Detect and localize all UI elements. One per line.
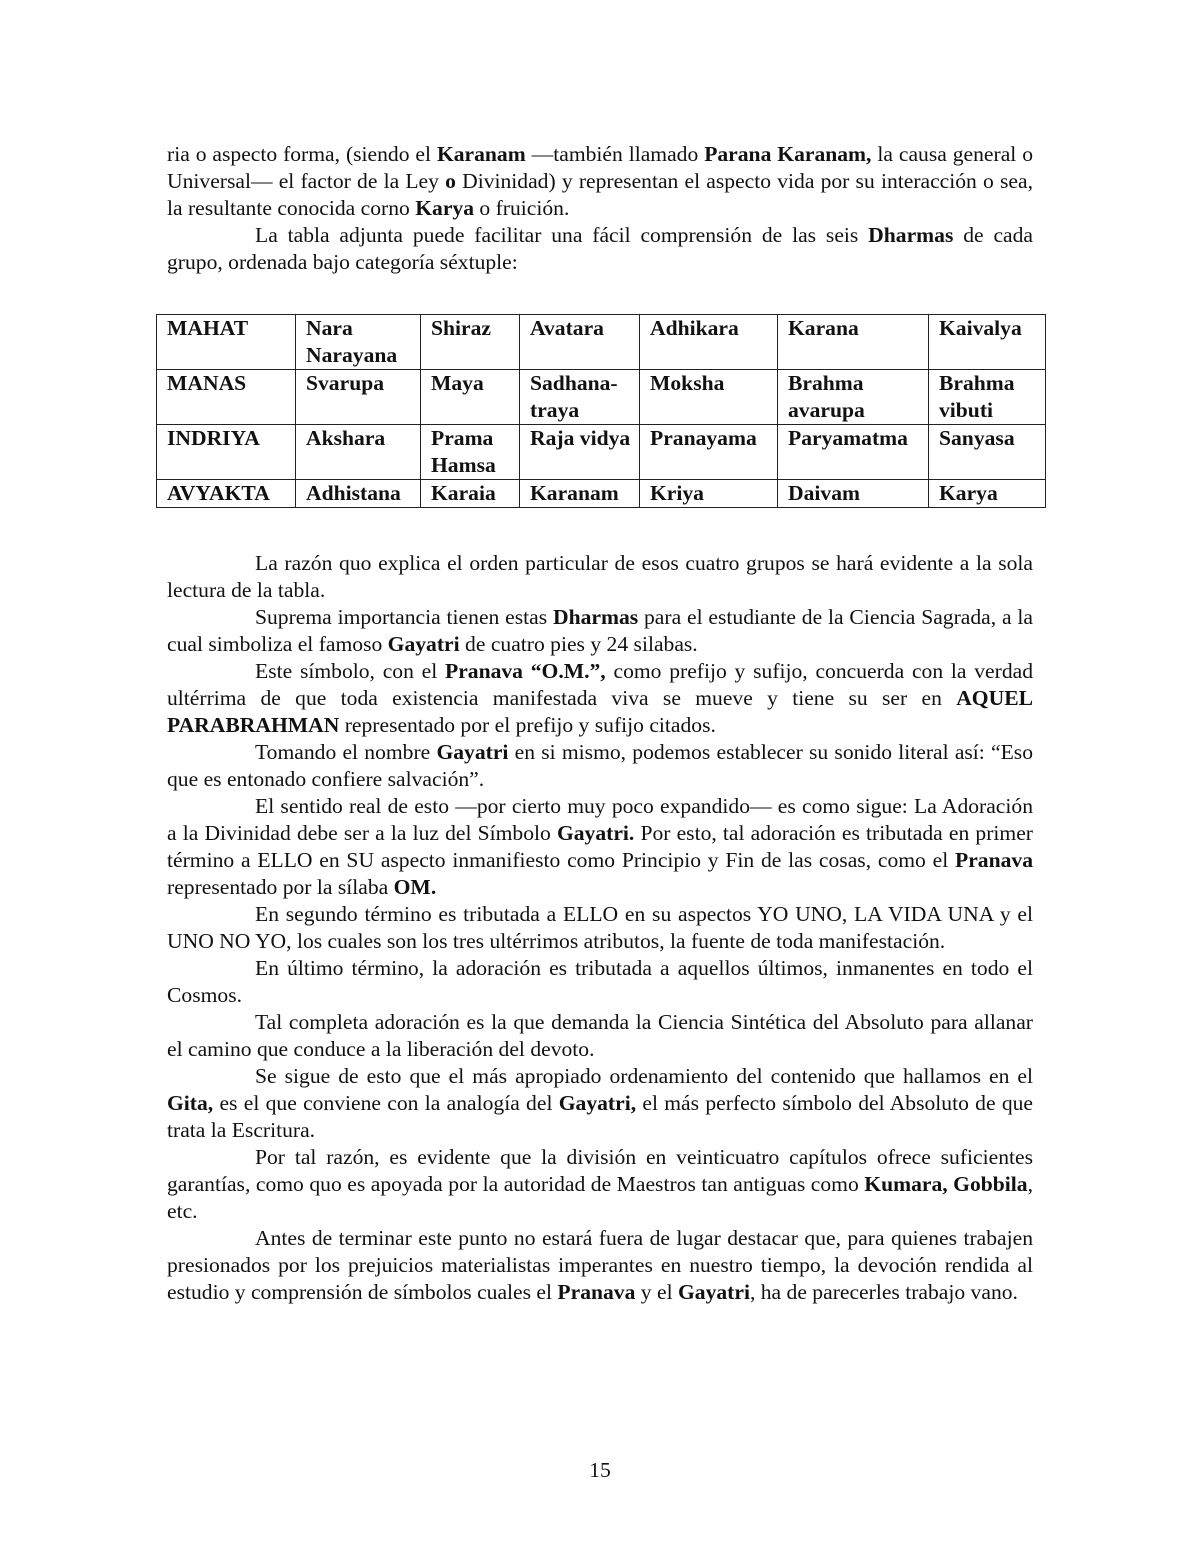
table-cell: Shiraz <box>421 315 520 370</box>
table-row <box>157 480 1046 508</box>
text-run: En último término, la adoración es tributada a aquellos últimos, inmanentes en todo el Cosmos. <box>167 956 1033 1007</box>
dharmas-table-container <box>156 314 1046 508</box>
text-run: La tabla adjunta puede facilitar una fácil comprensión de las seis <box>255 223 869 247</box>
text-run: y el <box>635 1280 678 1304</box>
text-run: ria o aspecto forma, (siendo el <box>167 142 437 166</box>
paragraph <box>167 141 1033 222</box>
text-run: Tal completa adoración es la que demanda la Ciencia Sintética del Absoluto para allanar el camino que conduce a la liberación del devoto. <box>167 1010 1033 1061</box>
text-run: representado por la sílaba <box>167 875 394 899</box>
bold-term: Karanam <box>436 142 526 166</box>
table-cell: Daivam <box>778 480 929 508</box>
bold-term: Kumara, Gobbila <box>864 1172 1028 1196</box>
paragraph <box>167 793 1033 901</box>
text-run: La razón quo explica el orden particular de esos cuatro grupos se hará evidente a la sola lectura de la tabla. <box>167 551 1033 602</box>
dharmas-table <box>156 314 1046 508</box>
text-run: de cuatro pies y 24 silabas. <box>459 632 698 656</box>
text-run: Por tal razón, es evidente que la división en veinticuatro capítulos ofrece suficientes garantías, como quo es apoyada por la autoridad de Maestros tan antiguas como <box>167 1145 1033 1196</box>
bold-term: Parana Karanam, <box>704 142 872 166</box>
paragraph <box>167 1225 1033 1306</box>
paragraph <box>167 1063 1033 1144</box>
bold-term: o <box>445 169 456 193</box>
table-cell: Akshara <box>296 425 421 480</box>
table-cell: Raja vidya <box>520 425 640 480</box>
bold-term: Pranava <box>955 848 1033 872</box>
paragraph <box>167 222 1033 276</box>
text-run: Tomando el nombre <box>255 740 437 764</box>
bold-term: OM. <box>393 875 437 899</box>
table-cell: Kriya <box>640 480 778 508</box>
table-cell: Sadhana-traya <box>520 370 640 425</box>
text-run: para el estudiante de la Ciencia Sagrada, a la cual simboliza el famoso <box>167 605 1033 656</box>
text-run: En segundo término es tributada a ELLO en su aspectos YO UNO, LA VIDA UNA y el UNO NO YO, los cuales son los tres ultérrimos atributos, la fuente de toda manifestación. <box>167 902 1033 953</box>
text-run: Antes de terminar este punto no estará fuera de lugar destacar que, para quienes trabajen presionados por los prejuicios materialistas imperantes en nuestro tiempo, la devoción rendida al estudio y comprensión de símbolos cuales el <box>167 1226 1033 1304</box>
table-cell: Moksha <box>640 370 778 425</box>
table-cell: Sanyasa <box>929 425 1046 480</box>
text-run: , ha de parecerles trabajo vano. <box>749 1280 1018 1304</box>
text-run: , etc. <box>167 1172 1033 1223</box>
text-run: El sentido real de esto —por cierto muy poco expandido— es como sigue: La Adoración a la Divinidad debe ser a la luz del Símbolo <box>167 794 1033 845</box>
text-run: la causa general o Universal— el factor de la Ley <box>167 142 1033 193</box>
bold-term: Gayatri <box>387 632 460 656</box>
paragraph <box>167 658 1033 739</box>
table-cell: Brahma avarupa <box>778 370 929 425</box>
paragraph <box>167 739 1033 793</box>
paragraph <box>167 604 1033 658</box>
text-run: Este símbolo, con el <box>255 659 445 683</box>
bold-term: Gayatri <box>436 740 509 764</box>
table-cell: Avatara <box>520 315 640 370</box>
text-run: como prefijo y sufijo, concuerda con la verdad ultérrima de que toda existencia manifestada viva se mueve y tiene su ser en <box>167 659 1033 710</box>
table-cell: Adhistana <box>296 480 421 508</box>
text-run: en si mismo, podemos establecer su sonido literal así: “Eso que es entonado confiere salvación”. <box>167 740 1033 791</box>
table-cell: Karana <box>778 315 929 370</box>
text-run: el más perfecto símbolo del Absoluto de que trata la Escritura. <box>167 1091 1034 1142</box>
paragraph <box>167 955 1033 1009</box>
paragraph <box>167 901 1033 955</box>
row-header-cell: INDRIYA <box>157 425 296 480</box>
text-run: de cada grupo, ordenada bajo categoría séxtuple: <box>167 223 1033 274</box>
table-cell: Karanam <box>520 480 640 508</box>
table-cell: Paryamatma <box>778 425 929 480</box>
paragraph <box>167 1009 1033 1063</box>
table-cell: Karaia <box>421 480 520 508</box>
text-run: —también llamado <box>525 142 705 166</box>
intro-text <box>167 141 1033 276</box>
bold-term: Gita, <box>167 1091 214 1115</box>
table-cell: Adhikara <box>640 315 778 370</box>
table-cell: Svarupa <box>296 370 421 425</box>
row-header-cell: AVYAKTA <box>157 480 296 508</box>
text-run: o fruición. <box>474 196 570 220</box>
table-cell: Nara Narayana <box>296 315 421 370</box>
table-cell: Pranayama <box>640 425 778 480</box>
bold-term: Gayatri, <box>558 1091 637 1115</box>
row-header-cell: MANAS <box>157 370 296 425</box>
bold-term: Pranava “O.M.”, <box>445 659 606 683</box>
text-run: Suprema importancia tienen estas <box>255 605 553 629</box>
table-cell: Brahma vibuti <box>929 370 1046 425</box>
text-run: es el que conviene con la analogía del <box>213 1091 559 1115</box>
table-cell: Kaivalya <box>929 315 1046 370</box>
bold-term: Dharmas <box>868 223 954 247</box>
paragraph <box>167 550 1033 604</box>
bold-term: AQUEL PARABRAHMAN <box>167 686 1033 737</box>
table-cell: Karya <box>929 480 1046 508</box>
bold-term: Karya <box>415 196 475 220</box>
text-run: representado por el prefijo y sufijo citados. <box>339 713 716 737</box>
table-row <box>157 315 1046 370</box>
table-row <box>157 425 1046 480</box>
row-header-cell: MAHAT <box>157 315 296 370</box>
bold-term: Gayatri. <box>556 821 635 845</box>
table-cell: Prama Hamsa <box>421 425 520 480</box>
text-run: Por esto, tal adoración es tributada en primer término a ELLO en SU aspecto inmanifiesto como Principio y Fin de las cosas, como el <box>167 821 1033 872</box>
bold-term: Gayatri <box>677 1280 750 1304</box>
bold-term: Pranava <box>557 1280 636 1304</box>
page-number: 15 <box>589 1458 611 1482</box>
body-text <box>167 550 1033 1306</box>
table-row <box>157 370 1046 425</box>
table-cell: Maya <box>421 370 520 425</box>
paragraph <box>167 1144 1033 1225</box>
text-run: Divinidad) y representan el aspecto vida por su interacción o sea, la resultante conocida corno <box>167 169 1033 220</box>
text-run: Se sigue de esto que el más apropiado ordenamiento del contenido que hallamos en el <box>255 1064 1033 1088</box>
bold-term: Dharmas <box>552 605 639 629</box>
